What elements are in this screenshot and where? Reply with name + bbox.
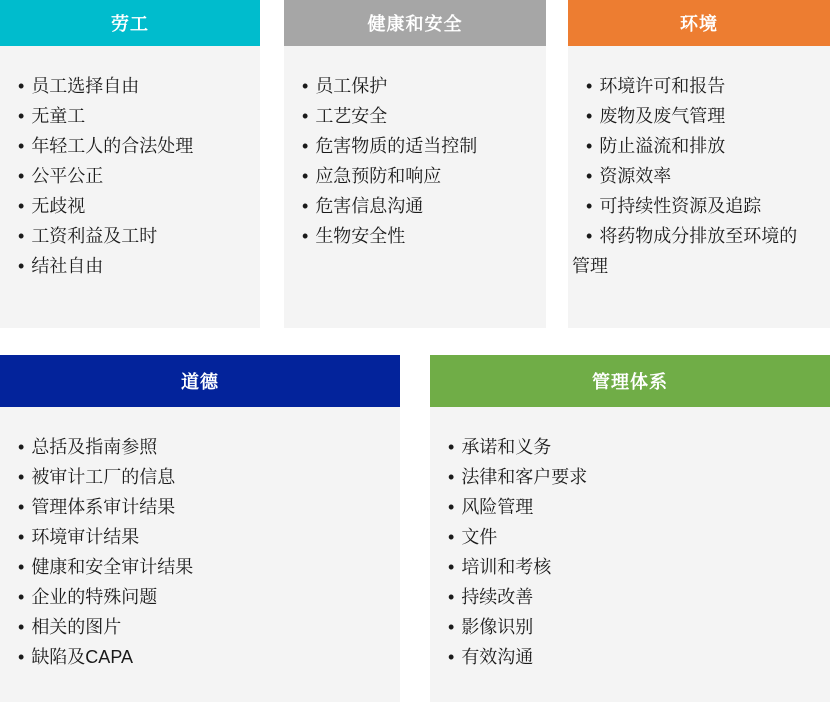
list-item bbox=[4, 552, 384, 582]
list-item-text: 危害物质的适当控制 bbox=[315, 136, 478, 156]
list-item bbox=[572, 221, 814, 281]
bullet-icon: • bbox=[18, 76, 25, 96]
list-item bbox=[288, 191, 530, 221]
list-item bbox=[288, 71, 530, 101]
card-item-list-ethics bbox=[0, 407, 400, 702]
card-item-list-health-safety bbox=[284, 46, 546, 328]
list-item-text: 环境审计结果 bbox=[31, 527, 140, 547]
list-item bbox=[572, 191, 814, 221]
list-item bbox=[434, 432, 814, 462]
bullet-icon: • bbox=[18, 106, 25, 126]
bullet-icon: • bbox=[18, 587, 25, 607]
list-item bbox=[434, 552, 814, 582]
list-item-text: 法律和客户要求 bbox=[461, 467, 588, 487]
list-item bbox=[4, 71, 244, 101]
bullet-icon: • bbox=[18, 196, 25, 216]
bullet-icon: • bbox=[448, 647, 455, 667]
list-item bbox=[4, 582, 384, 612]
card-header-ethics bbox=[0, 355, 400, 407]
card-health-safety bbox=[284, 0, 546, 328]
bullet-icon: • bbox=[18, 527, 25, 547]
list-item-text: 总括及指南参照 bbox=[31, 437, 158, 457]
list-item bbox=[288, 101, 530, 131]
bullet-icon: • bbox=[302, 136, 309, 156]
bullet-icon: • bbox=[18, 437, 25, 457]
list-item-text: 风险管理 bbox=[461, 497, 534, 517]
card-ethics bbox=[0, 355, 400, 702]
bullet-icon: • bbox=[302, 226, 309, 246]
list-item bbox=[4, 161, 244, 191]
bullet-icon: • bbox=[448, 557, 455, 577]
bullet-icon: • bbox=[448, 467, 455, 487]
list-item bbox=[434, 492, 814, 522]
card-item-list-environment bbox=[568, 46, 830, 328]
list-item bbox=[4, 131, 244, 161]
list-item-text: 防止溢流和排放 bbox=[599, 136, 726, 156]
list-item-text: 无童工 bbox=[31, 106, 86, 126]
list-item-text: 应急预防和响应 bbox=[315, 166, 442, 186]
bullet-icon: • bbox=[448, 497, 455, 517]
list-item bbox=[434, 462, 814, 492]
card-header-health-safety bbox=[284, 0, 546, 46]
list-item bbox=[288, 221, 530, 251]
bullet-icon: • bbox=[448, 527, 455, 547]
list-item-text: 员工保护 bbox=[315, 76, 388, 96]
bullet-icon: • bbox=[302, 166, 309, 186]
list-item bbox=[4, 522, 384, 552]
card-title-ethics: 道德 bbox=[181, 372, 219, 392]
list-item-text: 将药物成分排放至环境的管理 bbox=[572, 226, 798, 276]
list-item bbox=[434, 612, 814, 642]
bullet-icon: • bbox=[18, 166, 25, 186]
bullet-icon: • bbox=[18, 617, 25, 637]
card-item-list-management-system bbox=[430, 407, 830, 702]
list-item-text: 相关的图片 bbox=[31, 617, 122, 637]
bullet-icon: • bbox=[448, 437, 455, 457]
list-item-text: 公平公正 bbox=[31, 166, 104, 186]
bullet-icon: • bbox=[18, 557, 25, 577]
bullet-icon: • bbox=[448, 617, 455, 637]
list-item bbox=[4, 221, 244, 251]
list-item-text: 工艺安全 bbox=[315, 106, 388, 126]
list-item-text: 资源效率 bbox=[599, 166, 672, 186]
list-item-text: 有效沟通 bbox=[461, 647, 534, 667]
list-item-text: 工资利益及工时 bbox=[31, 226, 158, 246]
list-item-text: 持续改善 bbox=[461, 587, 534, 607]
list-item-text: 被审计工厂的信息 bbox=[31, 467, 176, 487]
list-item bbox=[288, 131, 530, 161]
card-header-management-system bbox=[430, 355, 830, 407]
list-item bbox=[4, 492, 384, 522]
list-item-text: 影像识别 bbox=[461, 617, 534, 637]
bullet-icon: • bbox=[18, 647, 25, 667]
bullet-icon: • bbox=[18, 136, 25, 156]
list-item-text: 缺陷及CAPA bbox=[31, 647, 133, 667]
card-header-labor bbox=[0, 0, 260, 46]
list-item-text: 企业的特殊问题 bbox=[31, 587, 158, 607]
list-item-text: 承诺和义务 bbox=[461, 437, 552, 457]
list-item bbox=[4, 432, 384, 462]
list-item-text: 员工选择自由 bbox=[31, 76, 140, 96]
list-item bbox=[434, 582, 814, 612]
list-item-text: 管理体系审计结果 bbox=[31, 497, 176, 517]
list-item bbox=[4, 191, 244, 221]
list-item-text: 环境许可和报告 bbox=[599, 76, 726, 96]
list-item-text: 健康和安全审计结果 bbox=[31, 557, 194, 577]
list-item bbox=[4, 642, 384, 672]
list-item-text: 废物及废气管理 bbox=[599, 106, 726, 126]
bullet-icon: • bbox=[302, 196, 309, 216]
list-item bbox=[572, 161, 814, 191]
bullet-icon: • bbox=[302, 76, 309, 96]
card-title-health-safety: 健康和安全 bbox=[367, 14, 463, 34]
bullet-icon: • bbox=[18, 226, 25, 246]
card-title-labor: 劳工 bbox=[111, 14, 149, 34]
list-item bbox=[4, 462, 384, 492]
bullet-icon: • bbox=[18, 497, 25, 517]
bullet-icon: • bbox=[448, 587, 455, 607]
bullet-icon: • bbox=[586, 136, 593, 156]
bullet-icon: • bbox=[18, 467, 25, 487]
list-item bbox=[4, 251, 244, 281]
list-item-text: 无歧视 bbox=[31, 196, 86, 216]
card-header-environment bbox=[568, 0, 830, 46]
card-management-system bbox=[430, 355, 830, 702]
list-item bbox=[434, 642, 814, 672]
list-item bbox=[572, 101, 814, 131]
bullet-icon: • bbox=[586, 196, 593, 216]
bullet-icon: • bbox=[586, 226, 593, 246]
bullet-icon: • bbox=[586, 166, 593, 186]
list-item-text: 危害信息沟通 bbox=[315, 196, 424, 216]
list-item-text: 结社自由 bbox=[31, 256, 104, 276]
list-item bbox=[4, 612, 384, 642]
list-item bbox=[288, 161, 530, 191]
card-environment bbox=[568, 0, 830, 328]
list-item-text: 培训和考核 bbox=[461, 557, 552, 577]
list-item-text: 年轻工人的合法处理 bbox=[31, 136, 194, 156]
card-title-management-system: 管理体系 bbox=[592, 372, 668, 392]
bullet-icon: • bbox=[18, 256, 25, 276]
list-item bbox=[4, 101, 244, 131]
list-item-text: 生物安全性 bbox=[315, 226, 406, 246]
bullet-icon: • bbox=[586, 76, 593, 96]
card-labor bbox=[0, 0, 260, 328]
list-item-text: 文件 bbox=[461, 527, 498, 547]
card-item-list-labor bbox=[0, 46, 260, 328]
bullet-icon: • bbox=[586, 106, 593, 126]
list-item bbox=[434, 522, 814, 552]
bullet-icon: • bbox=[302, 106, 309, 126]
list-item bbox=[572, 131, 814, 161]
list-item bbox=[572, 71, 814, 101]
card-title-environment: 环境 bbox=[680, 14, 718, 34]
list-item-text: 可持续性资源及追踪 bbox=[599, 196, 762, 216]
